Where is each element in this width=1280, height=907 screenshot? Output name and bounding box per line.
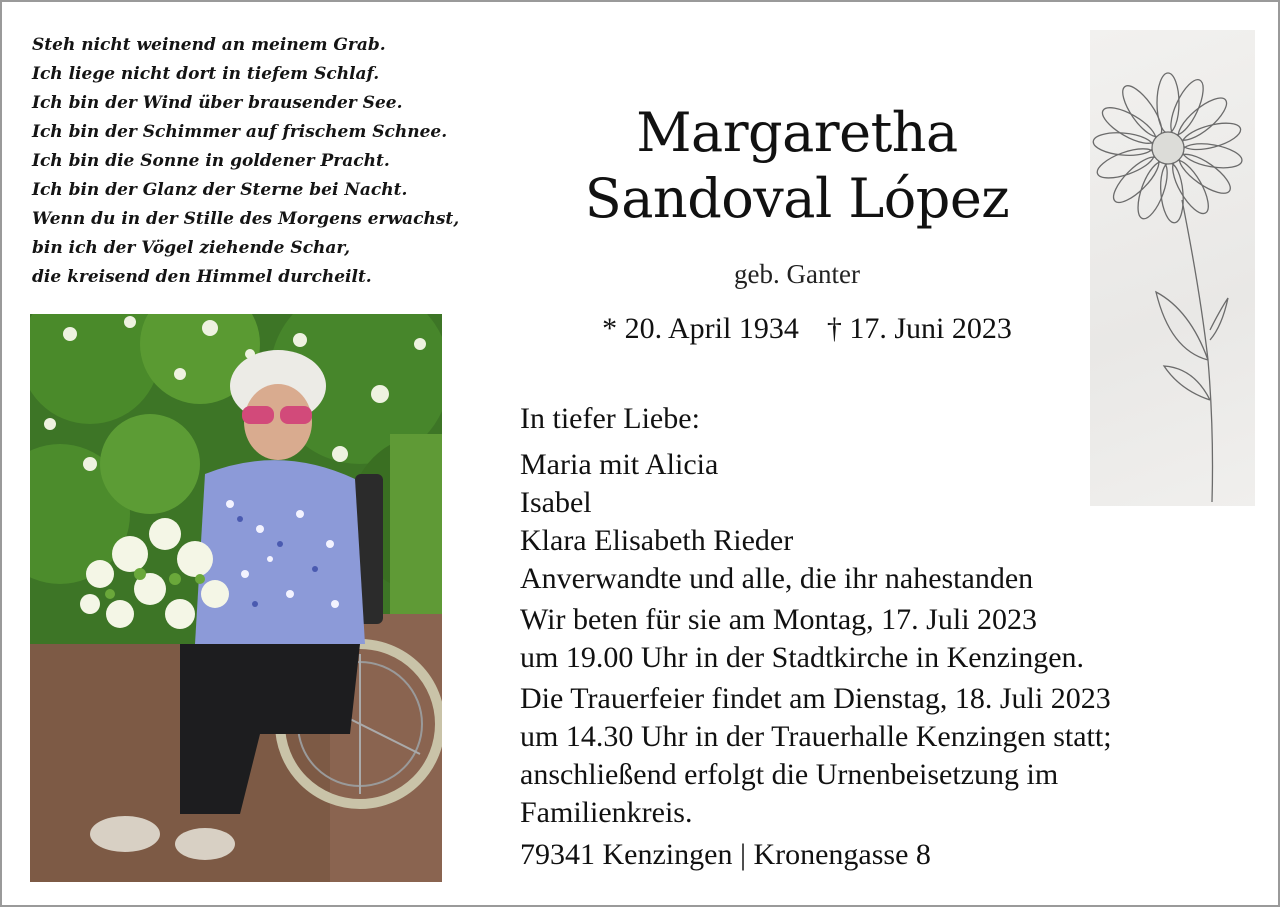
poem-line: bin ich der Vögel ziehende Schar, [32,238,351,258]
funeral-line: anschließend erfolgt die Urnenbeisetzung im [520,758,1059,791]
funeral-line: Familienkreis. [520,796,693,829]
deceased-name [542,100,1052,232]
funeral-line: um 14.30 Uhr in der Trauerhalle Kenzingen statt; [520,720,1112,753]
death-date: † 17. Juni 2023 [826,312,1012,345]
poem-line: Steh nicht weinend an meinem Grab. [32,35,386,55]
portrait-photo [30,314,442,882]
notice-text [520,400,1260,874]
poem-line: Ich liege nicht dort in tiefem Schlaf. [32,64,380,84]
first-name: Margaretha [636,101,958,164]
poem-line: Ich bin die Sonne in goldener Pracht. [32,151,390,171]
mourner-name: Maria mit Alicia [520,448,719,481]
prayer-line: Wir beten für sie am Montag, 17. Juli 2023 [520,603,1038,636]
poem-line: Ich bin der Wind über brausender See. [32,93,403,113]
poem-line: Ich bin der Glanz der Sterne bei Nacht. [32,180,408,200]
birth-date: * 20. April 1934 [602,312,799,345]
mourners-intro: In tiefer Liebe: [520,402,700,435]
address: 79341 Kenzingen | Kronengasse 8 [520,838,931,871]
maiden-name: geb. Ganter [734,259,860,289]
mourner-name: Klara Elisabeth Rieder [520,524,794,557]
life-dates [542,312,1072,346]
prayer-line: um 19.00 Uhr in der Stadtkirche in Kenzingen. [520,641,1085,674]
poem [32,31,532,292]
mourner-name: Isabel [520,486,592,519]
last-name: Sandoval López [584,167,1010,230]
poem-line: Wenn du in der Stille des Morgens erwachst, [32,209,460,229]
mourner-name: Anverwandte und alle, die ihr nahestanden [520,562,1034,595]
funeral-line: Die Trauerfeier findet am Dienstag, 18. Juli 2023 [520,682,1111,715]
poem-line: die kreisend den Himmel durcheilt. [32,267,372,287]
poem-line: Ich bin der Schimmer auf frischem Schnee. [32,122,448,142]
